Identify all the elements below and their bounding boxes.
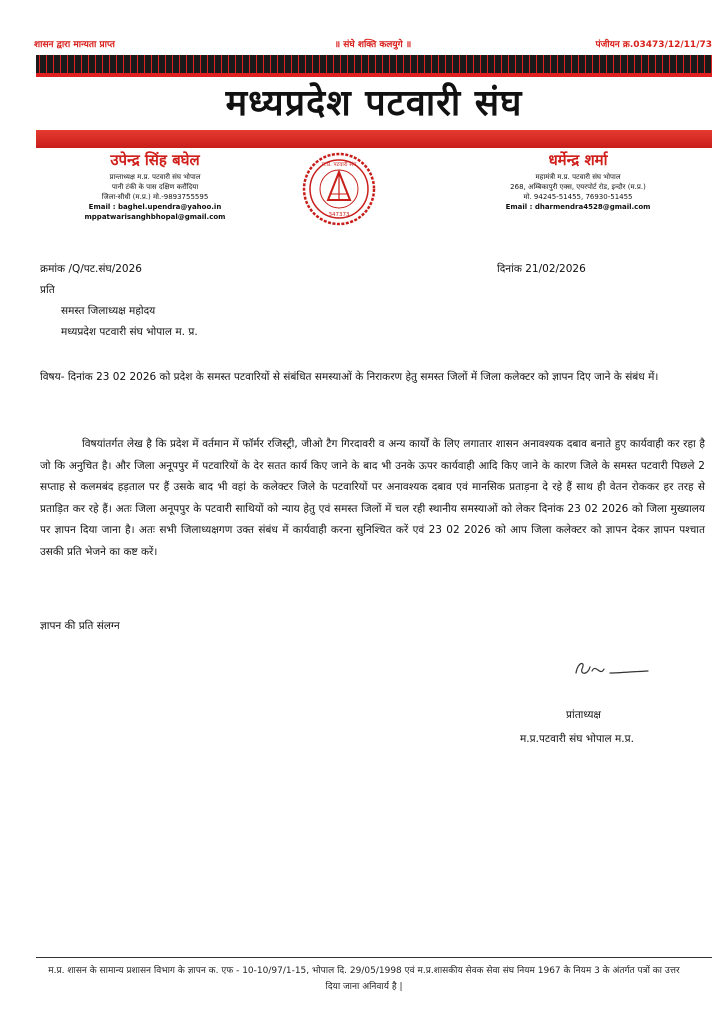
body-paragraph: विषयांतर्गत लेख है कि प्रदेश में वर्तमान में फॉर्मर रजिस्ट्री, जीओ टैग गिरदावरी व अन्य कार्यों के लिए लगातार शासन अनावश्यक दबाव बनाते हुए कार्यवाही कर रहा है जो कि अनुचित है। और जिला अनूपपुर में पटवारियों के देर सतत कार्य किए जाने के बाद भी उनके ऊपर कार्यवाही आदि किए जाने के कारण जिले के समस्त पटवारी पिछले 2 सप्ताह से कलमबंद हड़ताल पर हैं उसके बाद भी वहां के कलेक्टर जिले के पटवारियों पर अनावश्यक दबाव एवं मानसिक प्रताड़ना दे रहे हैं साथ ही वेतन रोककर हर तरह से प्रताड़ित कर रहे हैं। अतः जिला अनूपपुर के पटवारी साथियों को न्याय हेतु एवं समस्त जिलों में चल रही स्थानीय समस्याओं को लेकर दिनांक 23 02 2026 को जिला मुख्यालय पर ज्ञापन दिया जाना है। अतः सभी जिलाध्यक्षगण उक्त संबंध में कार्यवाही करना सुनिश्चित करें एवं 23 02 2026 को आप जिला कलेक्टर को ज्ञापन देकर ज्ञापन पश्चात उसकी प्रति भेजने का कष्ट करें। — [40, 438, 705, 558]
president-contact-block — [50, 150, 260, 222]
handwritten-signature — [572, 655, 652, 683]
secretary-email: Email : dharmendra4528@gmail.com — [505, 203, 651, 211]
reference-number: क्रमांक /Q/पट.संघ/2026 — [40, 263, 142, 275]
recipient-line-2: मध्यप्रदेश पटवारी संघ भोपाल म. प्र. — [61, 326, 198, 338]
signatory-title: प्रांताध्यक्ष — [566, 709, 601, 721]
secretary-address: 268, अम्बिकापुरी एक्स, एयरपोर्ट रोड, इन्दौर (म.प्र.) — [510, 183, 646, 191]
president-designation: प्रान्ताध्यक्ष म.प्र. पटवारी संघ भोपाल — [109, 173, 201, 181]
president-address: पानी टंकी के पास दक्षिण करौंदिया — [111, 183, 199, 191]
decorative-band-red — [36, 130, 712, 148]
decorative-band-top — [36, 55, 712, 73]
org-seal-logo — [302, 152, 376, 226]
recognition-text: शासन द्वारा मान्यता प्राप्त — [34, 40, 115, 50]
president-name: उपेन्द्र सिंह बघेल — [110, 151, 200, 169]
enclosure-note: ज्ञापन की प्रति संलग्न — [40, 620, 120, 632]
registration-number: पंजीयन क्र.03473/12/11/73 — [595, 40, 712, 50]
footer-divider — [36, 957, 712, 958]
secretary-name: धर्मेन्द्र शर्मा — [548, 151, 608, 169]
recipient-line-1: समस्त जिलाध्यक्ष महोदय — [61, 305, 156, 317]
to-label: प्रति — [40, 284, 55, 296]
motto-text: ॥ संघे शक्ति कलयुगे ॥ — [334, 40, 412, 50]
president-phone: जिला-सीधी (म.प्र.) मो.-9893755595 — [101, 193, 209, 201]
signatory-org: म.प्र.पटवारी संघ भोपाल म.प्र. — [520, 733, 634, 745]
letterhead-top-strip — [34, 37, 712, 51]
secretary-designation: महामंत्री म.प्र. पटवारी संघ भोपाल — [535, 173, 621, 181]
sangh-email: mppatwarisanghbhopal@gmail.com — [84, 213, 226, 221]
footer-notice: म.प्र. शासन के सामान्य प्रशासन विभाग के ज्ञापन क. एफ - 10-10/97/1-15, भोपाल दि. 29/05/1998 एवं म.प्र.शासकीय सेवक सेवा संघ नियम 1967 के नियम 3 के अंतर्गत पत्रों का उत्तर दिया जाना अनिवार्य है | — [48, 966, 680, 992]
secretary-phone: मो. 94245-51455, 76930-51455 — [523, 193, 633, 201]
subject-line: विषय- दिनांक 23 02 2026 को प्रदेश के समस्त पटवारियों से संबंधित समस्याओं के निराकरण हेतु समस्त जिलों में जिला कलेक्टर को ज्ञापन दिए जाने के संबंध में। — [40, 371, 659, 383]
president-email: Email : baghel.upendra@yahoo.in — [88, 203, 222, 211]
secretary-contact-block — [448, 150, 708, 212]
org-title: मध्यप्रदेश पटवारी संघ — [225, 83, 523, 124]
letter-date: दिनांक 21/02/2026 — [497, 263, 586, 275]
decorative-red-line — [36, 73, 712, 77]
seal-number: 347373 — [328, 212, 350, 218]
seal-text: म.प्र. पटवारी संघ — [321, 162, 357, 168]
